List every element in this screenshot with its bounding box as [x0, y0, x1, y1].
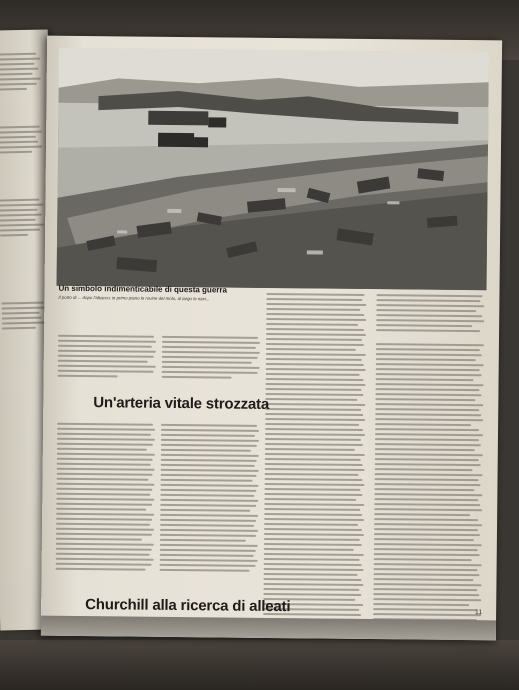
text-column [373, 291, 485, 640]
text-column [263, 290, 367, 640]
harbor-ruins-photo [57, 48, 489, 290]
text-column [58, 332, 156, 381]
text-column [160, 421, 260, 575]
article-headline: Un'arteria vitale strozzata [93, 394, 270, 413]
article-headline: Churchill alla ricerca di alleati [85, 596, 291, 616]
left-page-text-column [0, 50, 48, 333]
page-bottom-edge [41, 616, 496, 641]
photo-caption-title: Un simbolo indimenticabile di questa guerra [58, 283, 228, 295]
photo-caption-body: Il porto di ... dopo l'attacco; in primo piano le rovine del molo, al largo le navi... [58, 294, 210, 302]
page-number: 11 [474, 609, 483, 617]
magazine-page [41, 36, 502, 641]
text-column [56, 420, 156, 574]
text-column [162, 333, 260, 382]
background-bottom [0, 640, 519, 690]
